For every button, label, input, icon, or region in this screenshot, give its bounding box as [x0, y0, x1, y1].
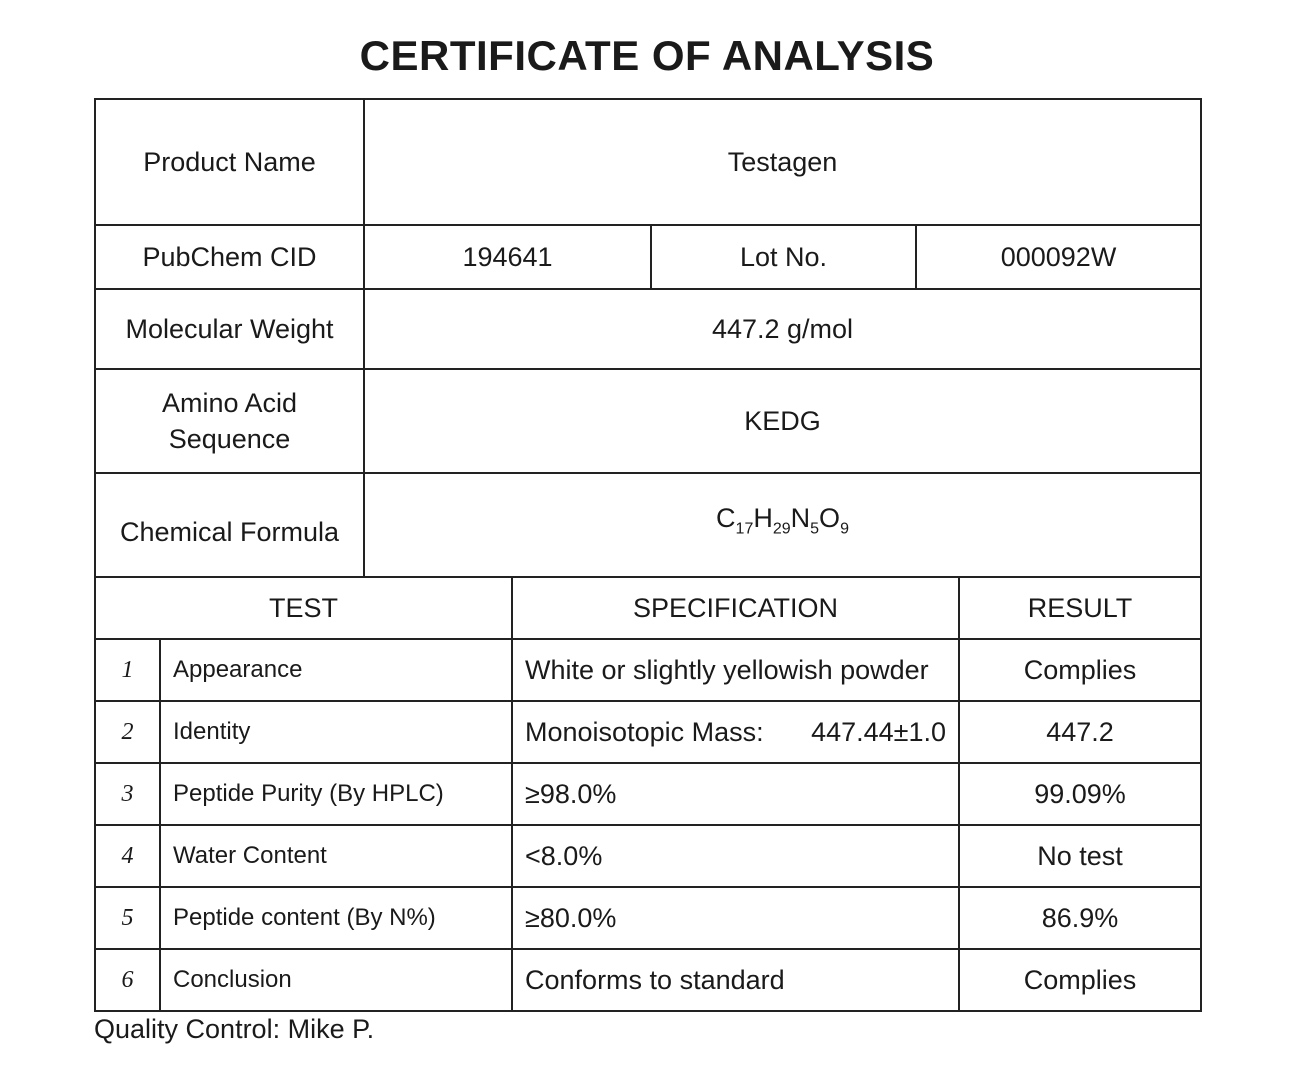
test-number: 2	[95, 701, 160, 763]
formula-h: H	[753, 503, 773, 533]
quality-control-signoff: Quality Control: Mike P.	[94, 1014, 375, 1044]
test-result: Complies	[959, 639, 1201, 701]
test-number: 1	[95, 639, 160, 701]
sequence-value: KEDG	[364, 369, 1201, 473]
lot-number-value: 000092W	[916, 225, 1201, 289]
test-result: No test	[959, 825, 1201, 887]
test-spec	[512, 701, 959, 763]
test-number: 4	[95, 825, 160, 887]
cid-lot-row	[95, 225, 1201, 289]
test-result: Complies	[959, 949, 1201, 1011]
specification-header: SPECIFICATION	[512, 577, 959, 639]
pubchem-cid-value: 194641	[364, 225, 651, 289]
result-header: RESULT	[959, 577, 1201, 639]
formula-h-count: 29	[772, 520, 791, 538]
molecular-weight-label: Molecular Weight	[95, 289, 364, 369]
sequence-label-line1: Amino Acid	[161, 387, 298, 418]
test-name: Peptide content (By N%)	[160, 887, 512, 949]
test-result: 86.9%	[959, 887, 1201, 949]
table-row	[95, 639, 1201, 701]
test-spec-value: 447.44±1.0	[811, 716, 947, 747]
certificate-title: CERTIFICATE OF ANALYSIS	[359, 32, 935, 79]
test-results-table	[94, 576, 1202, 1012]
test-spec: ≥98.0%	[512, 763, 959, 825]
test-spec: White or slightly yellowish powder	[512, 639, 959, 701]
molecular-weight-row	[95, 289, 1201, 369]
formula-n-count: 5	[810, 520, 820, 538]
test-number: 5	[95, 887, 160, 949]
test-number: 6	[95, 949, 160, 1011]
formula-row	[95, 473, 1201, 577]
formula-o: O	[819, 503, 841, 533]
formula-label: Chemical Formula	[95, 473, 364, 577]
test-spec: <8.0%	[512, 825, 959, 887]
test-name: Identity	[160, 701, 512, 763]
table-row	[95, 825, 1201, 887]
sequence-row	[95, 369, 1201, 473]
pubchem-cid-label: PubChem CID	[95, 225, 364, 289]
formula-n: N	[790, 503, 811, 533]
product-info-table	[94, 98, 1202, 578]
product-name-value: Testagen	[364, 99, 1201, 225]
sequence-label	[95, 369, 364, 473]
test-spec: ≥80.0%	[512, 887, 959, 949]
product-name-row	[95, 99, 1201, 225]
test-name: Peptide Purity (By HPLC)	[160, 763, 512, 825]
product-name-label: Product Name	[95, 99, 364, 225]
table-row	[95, 887, 1201, 949]
lot-number-label: Lot No.	[651, 225, 916, 289]
molecular-weight-value: 447.2 g/mol	[364, 289, 1201, 369]
formula-o-count: 9	[840, 520, 849, 538]
formula-c: C	[716, 503, 736, 533]
test-spec-label: Monoisotopic Mass:	[525, 716, 764, 747]
test-result: 447.2	[959, 701, 1201, 763]
formula-c-count: 17	[735, 520, 754, 538]
test-spec: Conforms to standard	[512, 949, 959, 1011]
test-header: TEST	[95, 577, 512, 639]
table-row	[95, 763, 1201, 825]
test-name: Conclusion	[160, 949, 512, 1011]
test-name: Water Content	[160, 825, 512, 887]
table-row	[95, 949, 1201, 1011]
sequence-label-line2: Sequence	[168, 424, 291, 454]
chemical-formula	[364, 473, 1201, 577]
test-number: 3	[95, 763, 160, 825]
test-name: Appearance	[160, 639, 512, 701]
table-row	[95, 701, 1201, 763]
tests-header-row	[95, 577, 1201, 639]
test-result: 99.09%	[959, 763, 1201, 825]
